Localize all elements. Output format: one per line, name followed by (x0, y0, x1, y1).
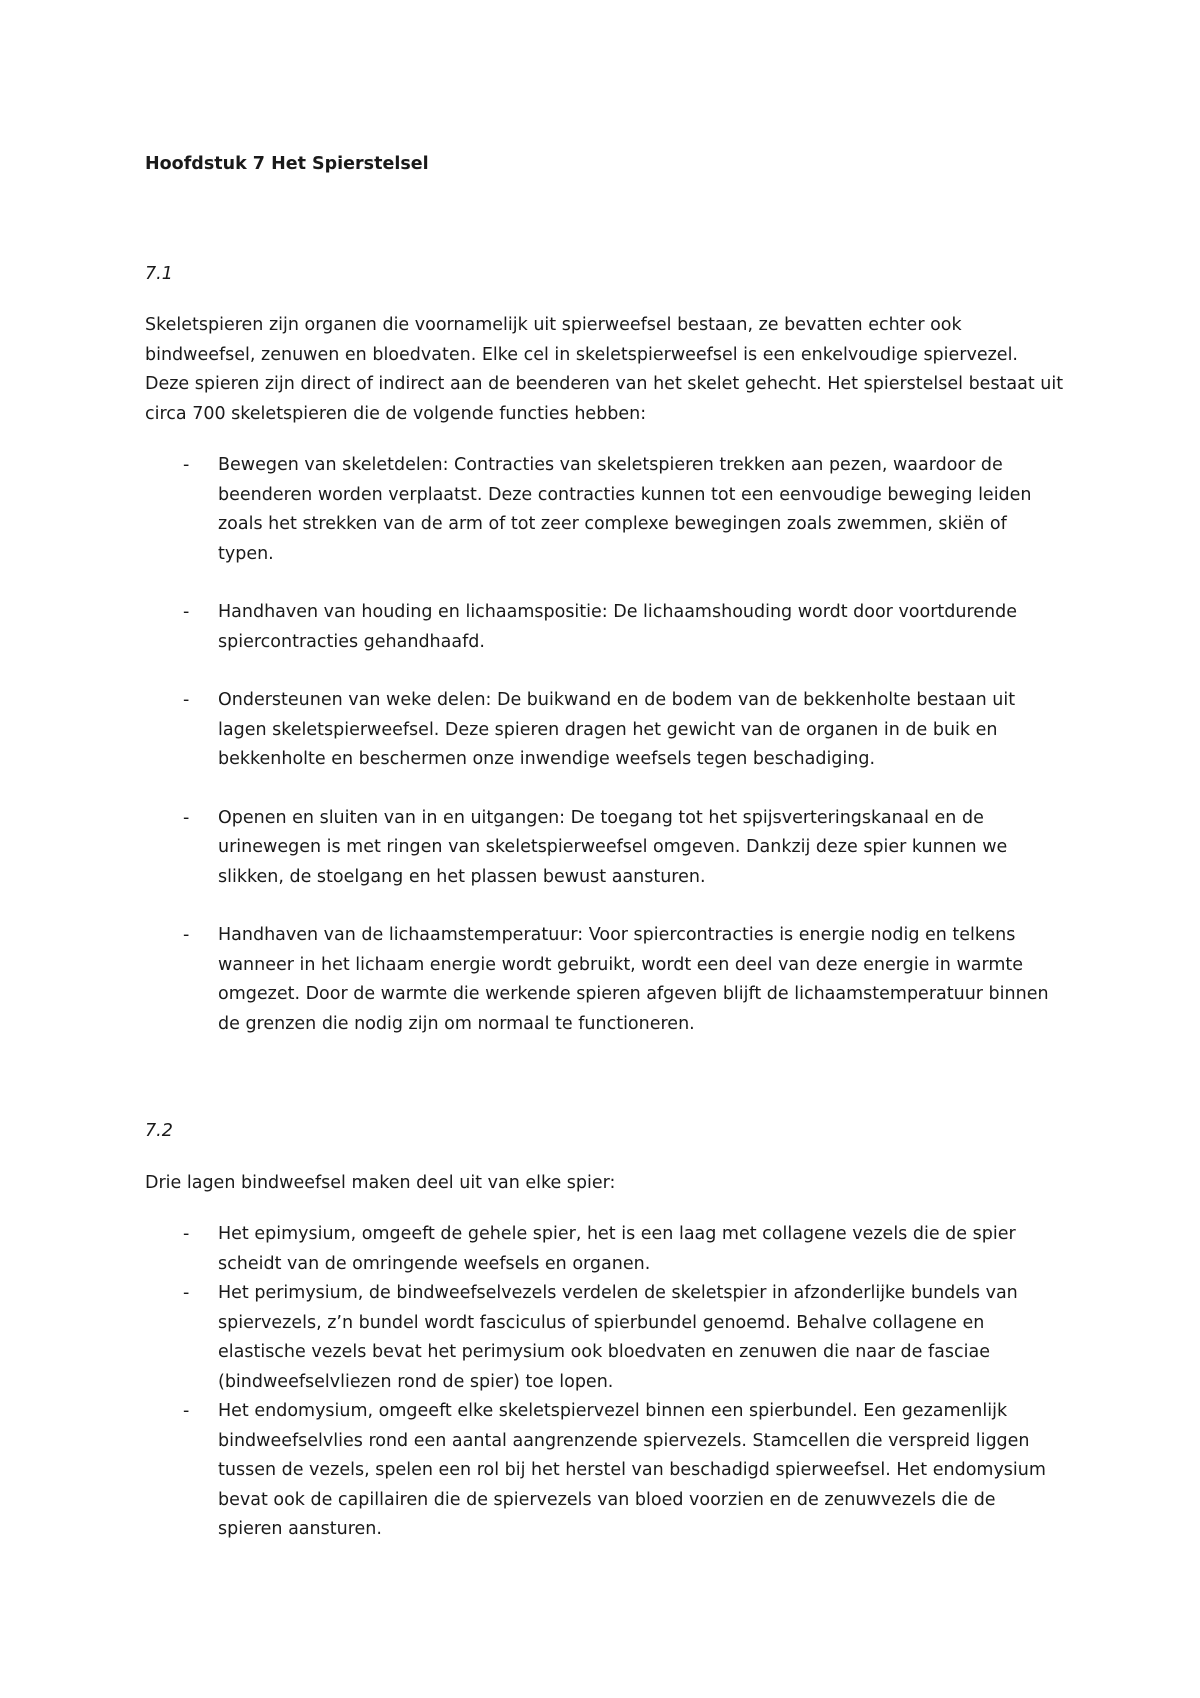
list-item (145, 1220, 1065, 1279)
bullet-dash: - (183, 602, 190, 622)
section-number-7-1: 7.1 (145, 263, 173, 284)
section-7-1-intro: Skeletspieren zijn organen die voornamelijk uit spierweefsel bestaan, ze bevatten echter ook bindweefsel, zenuwen en bloedvaten. Elke cel in skeletspierweefsel is een enkelvoudige spiervezel. Deze spieren zijn direct of indirect aan de beenderen van het skelet gehecht. Het spierstelsel bestaat uit circa 700 skeletspieren die de volgende functies hebben: (145, 315, 1064, 424)
bullet-dash: - (183, 1224, 190, 1244)
bullet-dash: - (183, 455, 190, 475)
list-item (145, 451, 1065, 569)
bullet-dash: - (183, 1283, 190, 1303)
list-item-text: Handhaven van houding en lichaamspositie: De lichaamshouding wordt door voortdurende spiercontracties gehandhaafd. (218, 602, 1018, 652)
section-7-2-intro: Drie lagen bindweefsel maken deel uit van elke spier: (145, 1172, 616, 1193)
bullet-dash: - (183, 925, 190, 945)
list-item-text: Het perimysium, de bindweefselvezels verdelen de skeletspier in afzonderlijke bundels van spiervezels, z’n bundel wordt fasciculus of spierbundel genoemd. Behalve collagene en elastische vezels bevat het perimysium ook bloedvaten en zenuwen die naar de fasciae (bindweefselvliezen rond de spier) toe lopen. (218, 1283, 1018, 1392)
list-item-text: Openen en sluiten van in en uitgangen: De toegang tot het spijsverteringskanaal en de urinewegen is met ringen van skeletspierweefsel omgeven. Dankzij deze spier kunnen we slikken, de stoelgang en het plassen bewust aansturen. (218, 807, 1008, 887)
list-item (145, 1397, 1065, 1545)
bullet-dash: - (183, 807, 190, 828)
list-item-text: Het endomysium, omgeeft elke skeletspiervezel binnen een spierbundel. Een gezamenlijk bindweefselvlies rond een aantal aangrenzende spiervezels. Stamcellen die verspreid liggen tussen de vezels, spelen een rol bij het herstel van beschadigd spierweefsel. Het endomysium bevat ook de capillairen die de spiervezels van bloed voorzien en de zenuwvezels die de spieren aansturen. (218, 1401, 1046, 1539)
list-item (145, 804, 1065, 893)
section-7-2-list (145, 1220, 1065, 1545)
section-number-7-2: 7.2 (145, 1121, 173, 1141)
bullet-dash: - (183, 1401, 190, 1421)
list-item (145, 1279, 1065, 1397)
bullet-dash: - (183, 690, 190, 710)
page-title: Hoofdstuk 7 Het Spierstelsel (145, 154, 429, 174)
document-content (145, 150, 1065, 1545)
section-7-1-list (145, 451, 1065, 1039)
list-item-text: Handhaven van de lichaamstemperatuur: Voor spiercontracties is energie nodig en telkens wanneer in het lichaam energie wordt gebruikt, wordt een deel van deze energie in warmte omgezet. Door de warmte die werkende spieren afgeven blijft de lichaamstemperatuur binnen de grenzen die nodig zijn om normaal te functioneren. (218, 925, 1049, 1034)
list-item (145, 686, 1065, 775)
list-item (145, 921, 1065, 1039)
list-item (145, 598, 1065, 657)
list-item-text: Ondersteunen van weke delen: De buikwand en de bodem van de bekkenholte bestaan uit lagen skeletspierweefsel. Deze spieren dragen het gewicht van de organen in de buik en bekkenholte en beschermen onze inwendige weefsels tegen beschadiging. (218, 690, 1016, 769)
list-item-text: Bewegen van skeletdelen: Contracties van skeletspieren trekken aan pezen, waardoor de beenderen worden verplaatst. Deze contracties kunnen tot een eenvoudige beweging leiden zoals het strekken van de arm of tot zeer complexe bewegingen zoals zwemmen, skiën of typen. (218, 455, 1032, 564)
list-item-text: Het epimysium, omgeeft de gehele spier, het is een laag met collagene vezels die de spier scheidt van de omringende weefsels en organen. (218, 1224, 1016, 1274)
